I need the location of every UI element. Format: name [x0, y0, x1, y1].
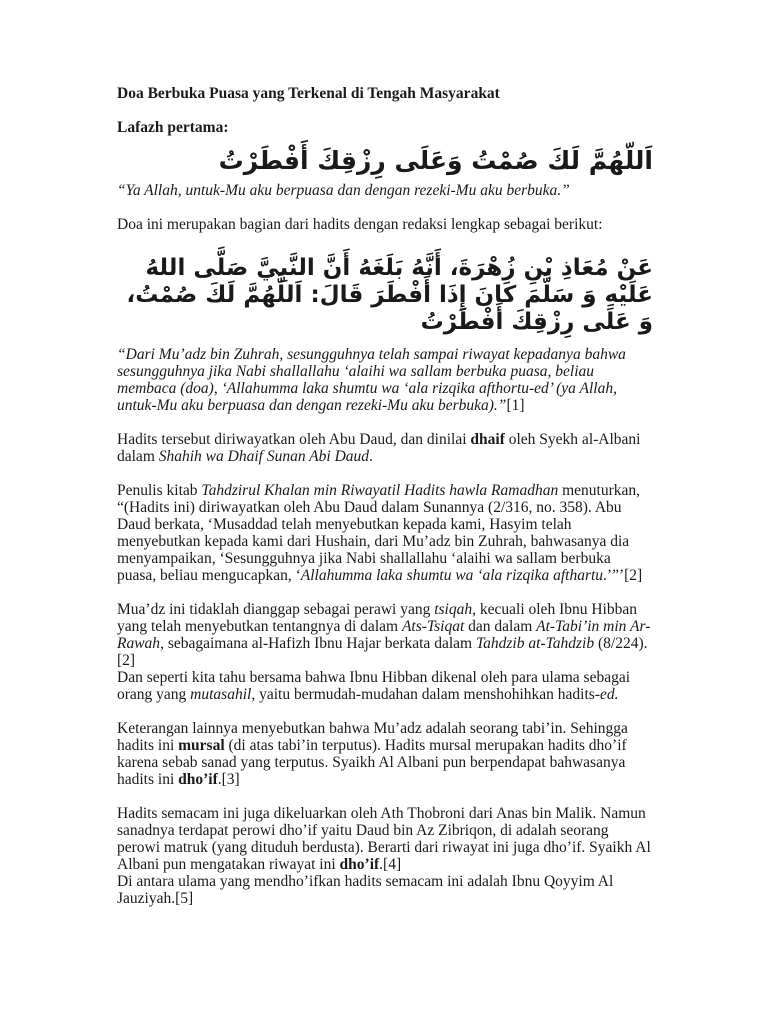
hadith-intro: Doa ini merupakan bagian dari hadits dengan redaksi lengkap sebagai berikut: [117, 216, 603, 233]
paragraph-thobroni [117, 805, 653, 873]
text-italic: mutasahil [190, 686, 252, 703]
text-italic: Allahumma laka shumtu wa ‘ala rizqika afthartu [300, 567, 604, 584]
book-title: Tahdzib at-Tahdzib [475, 635, 595, 652]
text: Dan seperti kita tahu bersama bahwa Ibnu Hibban dikenal oleh para ulama sebagai orang yang [117, 669, 631, 703]
text: Mua’dz ini tidaklah dianggap sebagai perawi yang [117, 601, 435, 618]
text: Hadits tersebut diriwayatkan oleh Abu Daud, dan dinilai [117, 431, 471, 448]
text: Hadits semacam ini juga dikeluarkan oleh Ath Thobroni dari Anas bin Malik. Namun sanadnya terdapat perowi dho’if yaitu Daud bin Az Zibriqon, di adalah seorang perowi matruk (yang dituduh berdusta). Berarti dari riwayat ini juga dho’if. Syaikh Al Albani pun mengatakan riwayat ini [117, 805, 651, 873]
arabic-prayer: اَللّهُمَّ لَكَ صُمْتُ وَعَلَى رِزْقِكَ أَفْطَرْتُ [218, 146, 653, 175]
text-italic: ed. [600, 686, 619, 703]
text: (di atas tabi’in terputus). Hadits mursal merupakan hadits dho’if karena sebab sanad yang terputus. Syaikh Al Albani pun berpendapat bahwasanya hadits ini [117, 737, 627, 788]
text: .’”’[2] [603, 567, 643, 584]
book-title: Tahdzirul Khalan min Riwayatil Hadits hawla Ramadhan [201, 482, 559, 499]
text: , kecuali oleh Ibnu Hibban yang telah menyebutkan tentangnya di dalam [117, 601, 637, 635]
text: menuturkan, “(Hadits ini) diriwayatkan oleh Abu Daud dalam Sunannya (2/316, no. 358). Abu Daud berkata, ‘Musaddad telah menyebutkan kepada kami, Hasyim telah menyebutkan kepada kami dari Hushain, dari Mu’adz bin Zuhrah, bahwasanya dia menyampaikan, ‘Sesungguhnya jika Nabi shallallahu ‘alaihi wa sallam berbuka puasa, beliau mengucapkan, ‘ [117, 482, 641, 584]
paragraph-muadz [117, 601, 653, 669]
document-page [117, 85, 653, 907]
text-bold: dhaif [470, 431, 505, 448]
arabic-hadith: عَنْ مُعَاذِ بْنِ زُهْرَةَ، أَنَّهُ بَلَغَهُ أَنَّ النَّبِيَّ صَلَّى اللهُ عَلَيْهِ وَ سَلَّمَ كَانَ إِذَا أَفْطَرَ قَالَ: اَللَّهُمَّ لَكَ صُمْتُ، وَ عَلَى رِزْقِكَ أَفْطَرْتُ [126, 255, 653, 335]
text: Penulis kitab [117, 482, 202, 499]
text: , sebagaimana al-Hafizh Ibnu Hajar berkata dalam [160, 635, 476, 652]
paragraph-tahdzirul [117, 482, 653, 584]
hadith-translation [117, 346, 653, 414]
prayer-translation: “Ya Allah, untuk-Mu aku berpuasa dan dengan rezeki-Mu aku berbuka.” [117, 182, 570, 199]
paragraph-ibnu-hibban [117, 669, 653, 703]
book-title: Shahih wa Dhaif Sunan Abi Daud [158, 448, 370, 465]
text: .[3] [217, 771, 240, 788]
text-bold: dho’if [339, 856, 380, 873]
paragraph-mursal [117, 720, 653, 788]
lafazh-label: Lafazh pertama: [117, 119, 229, 136]
paragraph-ibnu-qoyyim: Di antara ulama yang mendho’ifkan hadits semacam ini adalah Ibnu Qoyyim Al Jauziyah.[5] [117, 873, 614, 907]
text-bold: mursal [178, 737, 225, 754]
book-title: Ats-Tsiqat [401, 618, 465, 635]
text: .[4] [379, 856, 402, 873]
text-italic: tsiqah [434, 601, 473, 618]
hadith-translation-text: “Dari Mu’adz bin Zuhrah, sesungguhnya telah sampai riwayat kepadanya bahwa sesungguhnya jika Nabi shallallahu ‘alaihi wa sallam berbuka puasa, beliau membaca (doa), ‘Allahumma laka shumtu wa ‘ala rizqika afthortu-ed’ (ya Allah, untuk-Mu aku berpuasa dan dengan rezeki-Mu aku berbuka).” [117, 346, 626, 414]
text: oleh Syekh al-Albani dalam [117, 431, 641, 465]
text: Keterangan lainnya menyebutkan bahwa Mu’adz adalah seorang tabi’in. Sehingga hadits ini [117, 720, 628, 754]
text: , yaitu bermudah-mudahan dalam menshohihkan hadits- [251, 686, 600, 703]
text: dan dalam [464, 618, 537, 635]
text: (8/224).[2] [117, 635, 648, 669]
document-title: Doa Berbuka Puasa yang Terkenal di Tengah Masyarakat [117, 85, 500, 102]
text: . [369, 448, 373, 465]
paragraph-albani [117, 431, 653, 465]
text-bold: dho’if [178, 771, 218, 788]
footnote-ref-1[interactable]: [1] [506, 397, 525, 414]
book-title: At-Tabi’in min Ar-Rawah [117, 618, 651, 652]
